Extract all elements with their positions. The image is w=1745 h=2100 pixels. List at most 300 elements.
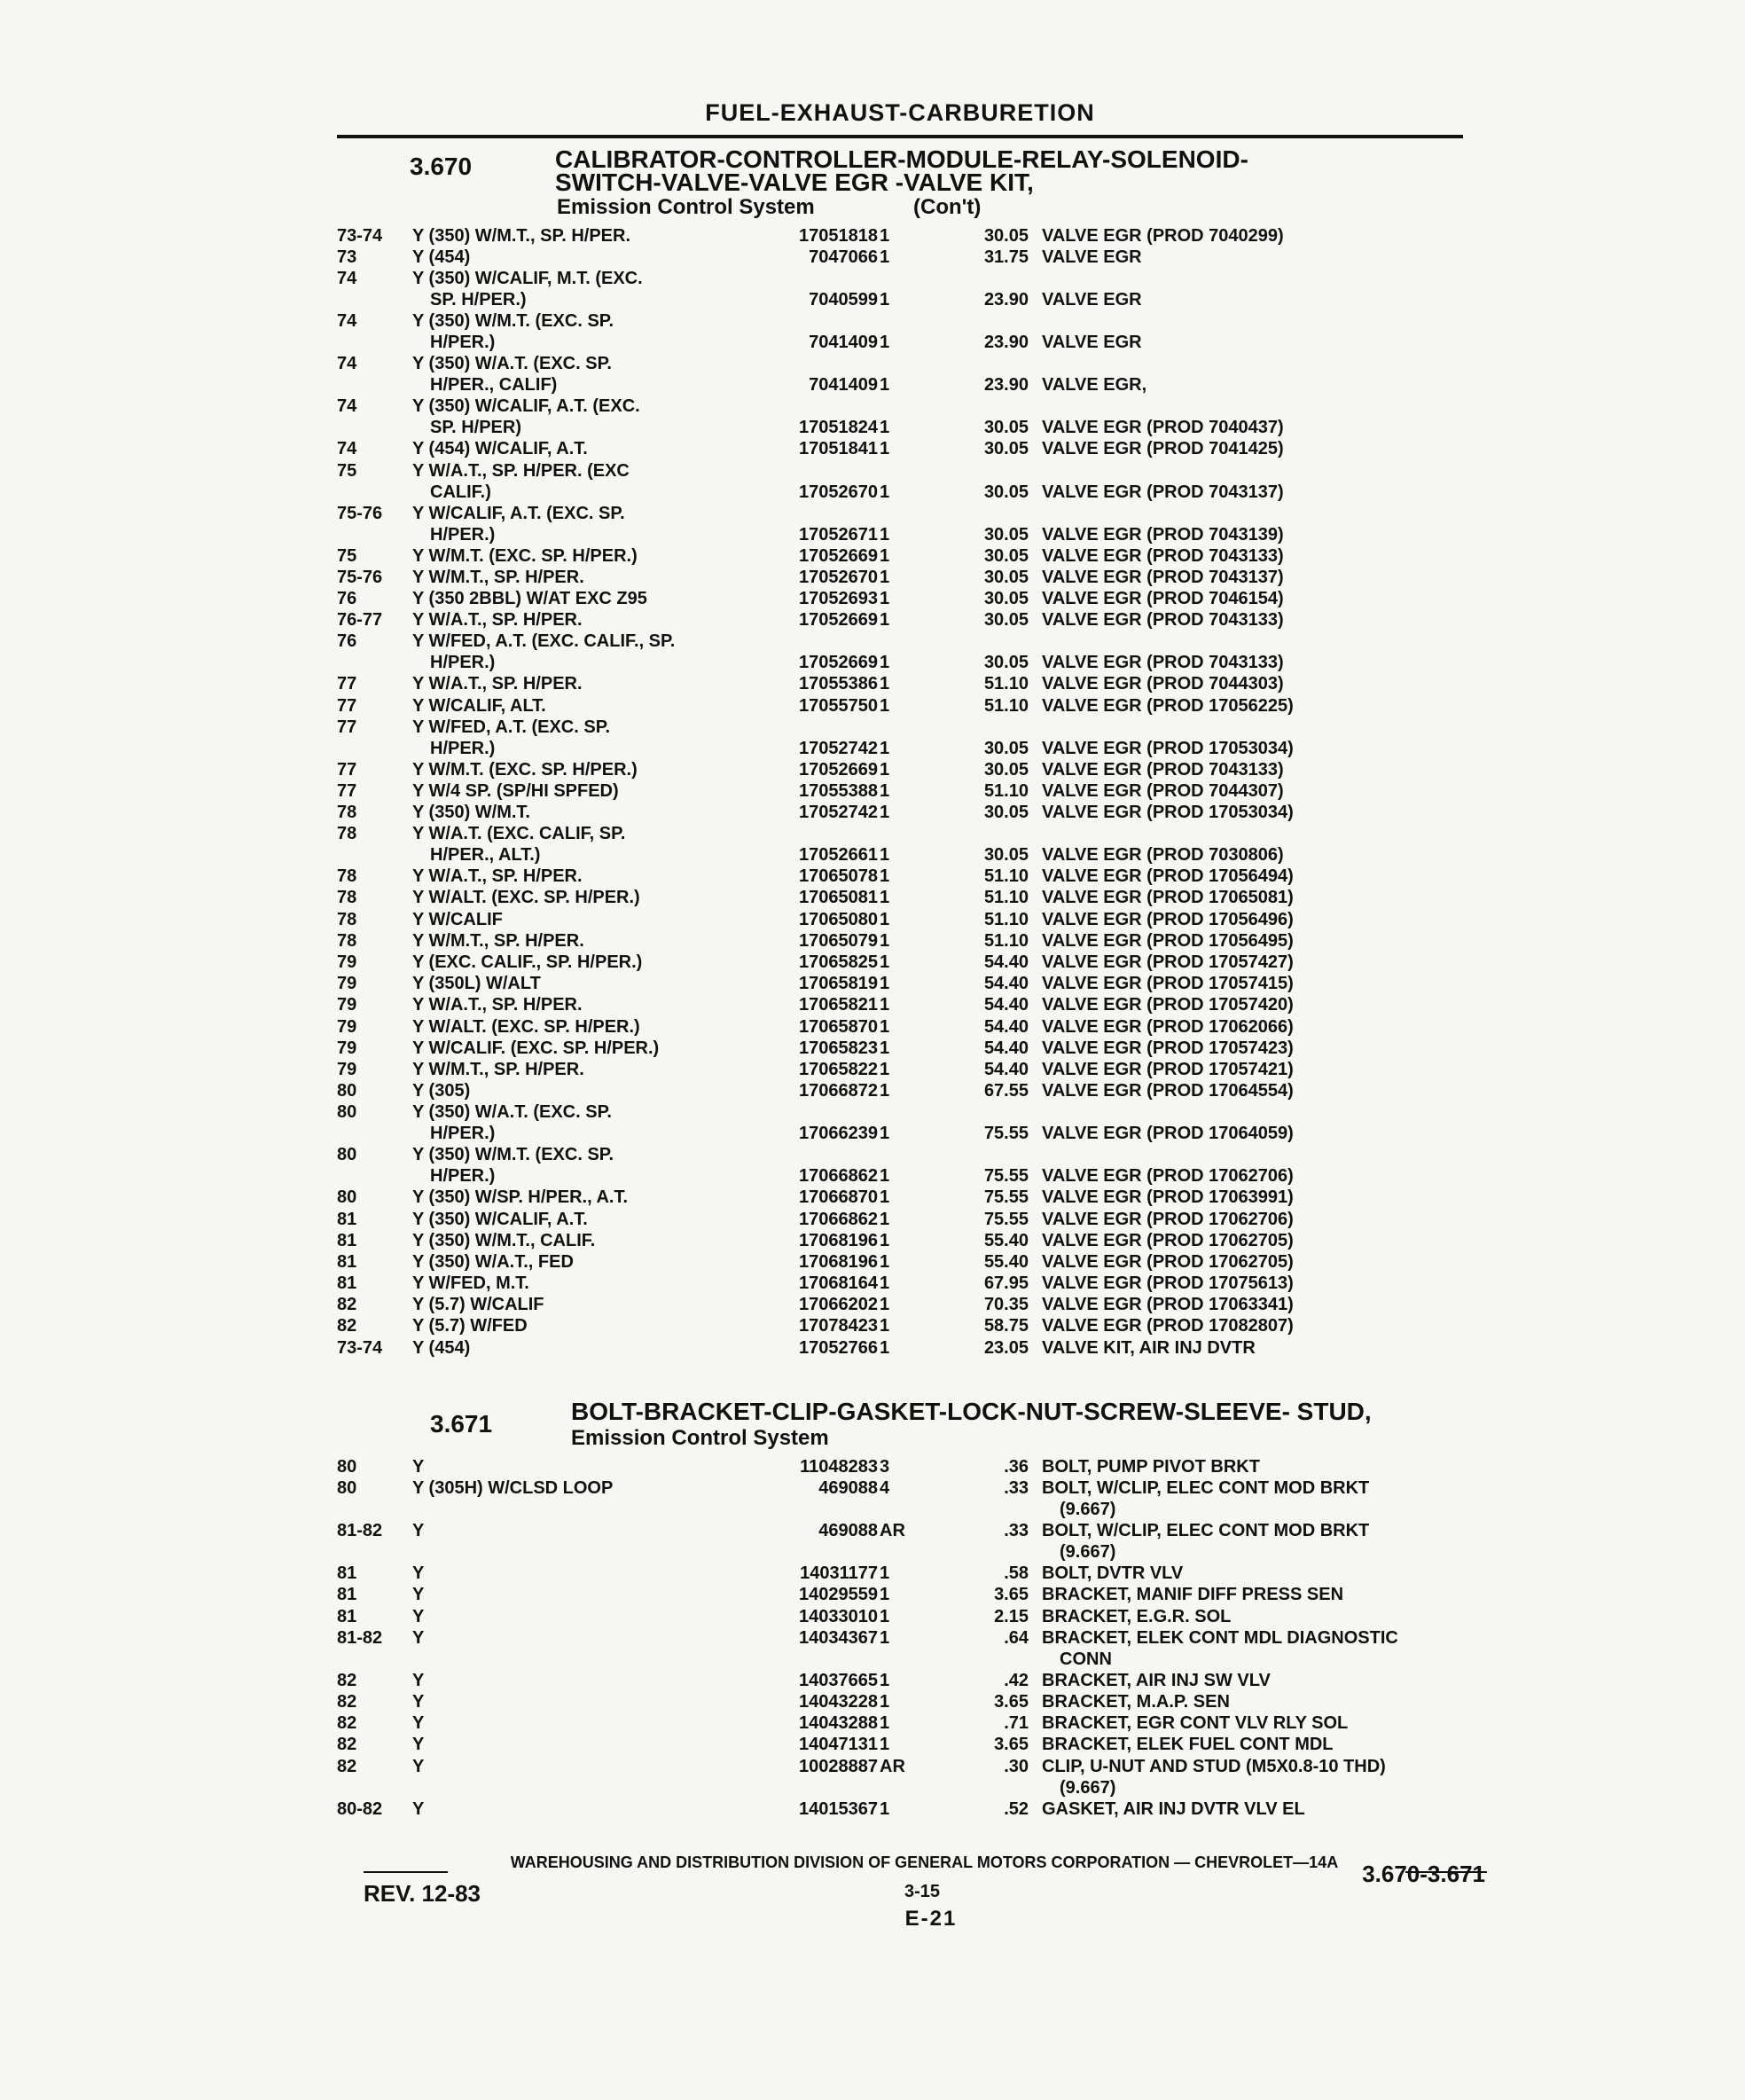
year-cell: 74 (337, 354, 357, 374)
year-cell: 80 (337, 1457, 357, 1477)
description-cell: VALVE EGR (PROD 17056225) (1042, 695, 1294, 716)
application-cell: Y W/M.T., SP. H/PER. (412, 930, 584, 951)
application-cell: Y (350L) W/ALT (412, 974, 541, 994)
table-row (337, 588, 1490, 609)
year-cell: 82 (337, 1316, 357, 1336)
part-number-cell: 17052670 (799, 482, 878, 502)
part-number-cell: 14047131 (799, 1735, 878, 1755)
description-cell: VALVE EGR (PROD 17053034) (1042, 803, 1294, 823)
price-cell: 75.55 (983, 1209, 1029, 1229)
quantity-cell: 1 (880, 290, 890, 310)
description-cell: VALVE EGR (PROD 7043137) (1042, 567, 1284, 587)
year-cell: 79 (337, 974, 357, 994)
part-number-cell: 17052661 (799, 845, 878, 866)
part-number-cell: 14031177 (800, 1563, 878, 1584)
revision-date: REV. 12-83 (364, 1880, 481, 1907)
year-cell: 77 (337, 674, 357, 694)
quantity-cell: 1 (880, 1273, 890, 1294)
application-cell-cont: H/PER.) (430, 1124, 496, 1144)
quantity-cell: 1 (880, 1563, 890, 1584)
price-cell: 23.90 (983, 333, 1029, 353)
year-cell: 81 (337, 1563, 357, 1584)
table-row (337, 1209, 1490, 1230)
quantity-cell: 1 (880, 780, 890, 801)
year-cell: 79 (337, 995, 357, 1015)
quantity-cell: 1 (880, 909, 890, 929)
part-number-cell: 17078423 (799, 1316, 878, 1336)
part-number-cell: 14029559 (799, 1585, 878, 1605)
quantity-cell: 1 (880, 1713, 890, 1734)
quantity-cell: 3 (880, 1457, 890, 1477)
application-cell: Y (412, 1713, 425, 1734)
description-cell: VALVE EGR (PROD 17062066) (1042, 1016, 1294, 1037)
price-cell: .58 (1004, 1563, 1029, 1584)
table-row (337, 802, 1490, 823)
year-cell: 76 (337, 588, 357, 608)
table-row (337, 759, 1490, 780)
application-cell: Y W/A.T., SP. H/PER. (412, 995, 583, 1015)
application-cell: Y (305H) W/CLSD LOOP (412, 1478, 614, 1499)
description-cell: VALVE EGR (1042, 247, 1142, 268)
year-cell: 78 (337, 909, 357, 929)
price-cell: 3.65 (994, 1735, 1029, 1755)
part-number-cell: 17065819 (799, 974, 878, 994)
application-cell-cont: H/PER.) (430, 653, 496, 673)
application-cell: Y (5.7) W/FED (412, 1316, 528, 1336)
application-cell: Y (454) (412, 1337, 471, 1358)
description-cell: VALVE EGR (PROD 17062706) (1042, 1209, 1294, 1229)
application-cell: Y W/ALT. (EXC. SP. H/PER.) (412, 1016, 640, 1037)
description-cell: VALVE EGR (PROD 17064059) (1042, 1124, 1294, 1144)
year-cell: 74 (337, 439, 357, 459)
price-cell: 30.05 (983, 738, 1029, 758)
price-cell: 75.55 (983, 1187, 1029, 1208)
description-cell: BRACKET, EGR CONT VLV RLY SOL (1042, 1713, 1349, 1734)
application-cell: Y (350) W/M.T. (EXC. SP. (412, 1145, 614, 1165)
year-cell: 79 (337, 1059, 357, 1079)
part-number-cell: 17051824 (799, 418, 878, 438)
part-number-cell: 14033010 (799, 1606, 878, 1626)
description-cell: VALVE EGR (PROD 17056494) (1042, 866, 1294, 887)
description-cell: VALVE EGR (PROD 17063341) (1042, 1295, 1294, 1315)
year-cell: 74 (337, 396, 357, 417)
price-cell: .33 (1004, 1521, 1029, 1541)
description-cell-cont: (9.667) (1060, 1500, 1116, 1520)
price-cell: 75.55 (983, 1166, 1029, 1187)
description-cell: VALVE EGR (PROD 7040437) (1042, 418, 1284, 438)
application-cell: Y (412, 1691, 425, 1712)
description-cell: BRACKET, E.G.R. SOL (1042, 1606, 1232, 1626)
part-number-cell: 11048283 (800, 1457, 878, 1477)
year-cell: 78 (337, 930, 357, 951)
table-row (337, 247, 1490, 268)
application-cell: Y W/FED, A.T. (EXC. SP. (412, 717, 611, 737)
description-cell: VALVE EGR (PROD 17057415) (1042, 974, 1294, 994)
part-number-cell: 17066862 (799, 1209, 878, 1229)
table-row (337, 460, 1490, 503)
quantity-cell: 1 (880, 1251, 890, 1272)
year-cell: 79 (337, 952, 357, 972)
quantity-cell: 1 (880, 738, 890, 758)
description-cell: VALVE EGR (PROD 17063991) (1042, 1187, 1294, 1208)
year-cell: 80 (337, 1145, 357, 1165)
application-cell: Y W/CALIF, ALT. (412, 695, 546, 716)
year-cell: 78 (337, 803, 357, 823)
price-cell: 30.05 (983, 226, 1029, 246)
description-cell: BOLT, PUMP PIVOT BRKT (1042, 1457, 1260, 1477)
description-cell-cont: (9.667) (1060, 1777, 1116, 1798)
table-row (337, 780, 1490, 802)
parts-table-3671 (337, 1456, 1490, 1820)
description-cell-cont: CONN (1060, 1649, 1112, 1669)
application-cell: Y (350) W/A.T. (EXC. SP. (412, 354, 612, 374)
price-cell: 23.05 (983, 1337, 1029, 1358)
section-subtitle: Emission Control System (571, 1426, 829, 1450)
price-cell: .33 (1004, 1478, 1029, 1499)
part-number-cell: 14043288 (799, 1713, 878, 1734)
year-cell: 77 (337, 759, 357, 780)
application-cell: Y (350) W/CALIF, M.T. (EXC. (412, 269, 643, 289)
table-row (337, 1734, 1490, 1755)
part-number-cell: 469088 (818, 1521, 878, 1541)
application-cell-cont: H/PER.) (430, 1166, 496, 1187)
table-row (337, 268, 1490, 310)
description-cell: BRACKET, MANIF DIFF PRESS SEN (1042, 1585, 1344, 1605)
application-cell: Y (412, 1735, 425, 1755)
application-cell: Y (350) W/M.T. (412, 803, 530, 823)
part-number-cell: 17065825 (799, 952, 878, 972)
quantity-cell: 1 (880, 1606, 890, 1626)
table-row (337, 1712, 1490, 1734)
quantity-cell: 1 (880, 524, 890, 545)
application-cell: Y W/A.T., SP. H/PER. (412, 866, 583, 887)
parts-table-3670 (337, 225, 1490, 1359)
application-cell-cont: SP. H/PER) (430, 418, 521, 438)
part-number-cell: 17052742 (799, 738, 878, 758)
application-cell: Y (454) (412, 247, 471, 268)
quantity-cell: 1 (880, 1059, 890, 1079)
year-cell: 78 (337, 824, 357, 844)
part-number-cell: 17065078 (799, 866, 878, 887)
quantity-cell: AR (880, 1756, 905, 1776)
quantity-cell: 1 (880, 1670, 890, 1690)
table-row (337, 1315, 1490, 1336)
part-number-cell: 17068196 (799, 1251, 878, 1272)
application-cell-cont: SP. H/PER.) (430, 290, 527, 310)
year-cell: 79 (337, 1016, 357, 1037)
year-cell: 82 (337, 1670, 357, 1690)
price-cell: 30.05 (983, 653, 1029, 673)
quantity-cell: 1 (880, 1691, 890, 1712)
part-number-cell: 17068196 (799, 1230, 878, 1250)
table-row (337, 909, 1490, 930)
application-cell: Y (5.7) W/CALIF (412, 1295, 544, 1315)
price-cell: 23.90 (983, 375, 1029, 396)
table-row (337, 1798, 1490, 1820)
application-cell: Y (412, 1670, 425, 1690)
part-number-cell: 17052670 (799, 567, 878, 587)
price-cell: 51.10 (983, 866, 1029, 887)
table-row (337, 1230, 1490, 1251)
price-cell: 31.75 (983, 247, 1029, 268)
description-cell: VALVE EGR (PROD 17056495) (1042, 930, 1294, 951)
part-number-cell: 17052742 (799, 803, 878, 823)
table-row (337, 503, 1490, 545)
table-row (337, 1101, 1490, 1144)
quantity-cell: 1 (880, 439, 890, 459)
section-continued: (Con't) (913, 195, 982, 219)
quantity-cell: 1 (880, 695, 890, 716)
price-cell: 67.95 (983, 1273, 1029, 1294)
section-number: 3.670 (410, 153, 473, 180)
part-number-cell: 17065821 (799, 995, 878, 1015)
price-cell: 70.35 (983, 1295, 1029, 1315)
price-cell: 54.40 (983, 952, 1029, 972)
price-cell: 30.05 (983, 482, 1029, 502)
section-range: 3.670-3.671 (1362, 1861, 1485, 1887)
year-cell: 73-74 (337, 1337, 383, 1358)
year-cell: 74 (337, 311, 357, 332)
year-cell: 73-74 (337, 226, 383, 246)
application-cell-cont: CALIF.) (430, 482, 491, 502)
description-cell: VALVE EGR (PROD 17053034) (1042, 738, 1294, 758)
table-row (337, 310, 1490, 353)
description-cell: VALVE EGR (PROD 17057427) (1042, 952, 1294, 972)
year-cell: 80-82 (337, 1798, 383, 1819)
year-cell: 81 (337, 1230, 357, 1250)
description-cell: BRACKET, AIR INJ SW VLV (1042, 1670, 1271, 1690)
quantity-cell: 1 (880, 610, 890, 631)
price-cell: 75.55 (983, 1124, 1029, 1144)
quantity-cell: 4 (880, 1478, 890, 1499)
price-cell: 51.10 (983, 674, 1029, 694)
quantity-cell: 1 (880, 1230, 890, 1250)
price-cell: 30.05 (983, 545, 1029, 566)
quantity-cell: 1 (880, 653, 890, 673)
part-number-cell: 17065080 (799, 909, 878, 929)
table-row (337, 631, 1490, 673)
part-number-cell: 17068164 (799, 1273, 878, 1294)
description-cell: VALVE EGR (PROD 7030806) (1042, 845, 1284, 866)
year-cell: 73 (337, 247, 357, 268)
table-row (337, 673, 1490, 694)
part-number-cell: 17065823 (799, 1038, 878, 1058)
year-cell: 79 (337, 1038, 357, 1058)
application-cell-cont: H/PER., CALIF) (430, 375, 558, 396)
table-row (337, 887, 1490, 908)
description-cell: CLIP, U-NUT AND STUD (M5X0.8-10 THD) (1042, 1756, 1386, 1776)
price-cell: .42 (1004, 1670, 1029, 1690)
description-cell: VALVE EGR (PROD 17062706) (1042, 1166, 1294, 1187)
quantity-cell: 1 (880, 1038, 890, 1058)
application-cell: Y (305) (412, 1081, 471, 1101)
table-row (337, 823, 1490, 866)
part-number-cell: 7040599 (809, 290, 878, 310)
table-row (337, 1187, 1490, 1208)
application-cell-cont: H/PER.) (430, 738, 496, 758)
quantity-cell: 1 (880, 1016, 890, 1037)
section-title-line1: CALIBRATOR-CONTROLLER-MODULE-RELAY-SOLENOID- (555, 145, 1248, 173)
quantity-cell: 1 (880, 1166, 890, 1187)
table-row (337, 545, 1490, 567)
quantity-cell: 1 (880, 1627, 890, 1648)
quantity-cell: 1 (880, 418, 890, 438)
price-cell: 51.10 (983, 888, 1029, 908)
application-cell: Y (412, 1798, 425, 1819)
description-cell: BOLT, W/CLIP, ELEC CONT MOD BRKT (1042, 1521, 1370, 1541)
table-row (337, 396, 1490, 438)
application-cell-cont: H/PER.) (430, 524, 496, 545)
quantity-cell: 1 (880, 1585, 890, 1605)
application-cell: Y W/FED, M.T. (412, 1273, 529, 1294)
application-cell: Y (412, 1563, 425, 1584)
description-cell: VALVE EGR (PROD 7040299) (1042, 226, 1284, 246)
table-row (337, 1273, 1490, 1294)
quantity-cell: 1 (880, 759, 890, 780)
quantity-cell: 1 (880, 1081, 890, 1101)
quantity-cell: 1 (880, 333, 890, 353)
price-cell: 3.65 (994, 1585, 1029, 1605)
application-cell: Y (350) W/M.T., CALIF. (412, 1230, 596, 1250)
part-number-cell: 14043228 (799, 1691, 878, 1712)
year-cell: 81-82 (337, 1521, 383, 1541)
year-cell: 77 (337, 780, 357, 801)
price-cell: 54.40 (983, 1016, 1029, 1037)
table-row (337, 1059, 1490, 1080)
description-cell: VALVE EGR (PROD 17075613) (1042, 1273, 1294, 1294)
application-cell: Y W/FED, A.T. (EXC. CALIF., SP. (412, 631, 676, 652)
description-cell: VALVE EGR (1042, 290, 1142, 310)
part-number-cell: 17052671 (799, 524, 878, 545)
year-cell: 78 (337, 866, 357, 887)
table-row (337, 438, 1490, 459)
application-cell: Y (412, 1756, 425, 1776)
price-cell: 55.40 (983, 1251, 1029, 1272)
description-cell: VALVE EGR (PROD 7046154) (1042, 588, 1284, 608)
year-cell: 77 (337, 695, 357, 716)
application-cell-cont: H/PER., ALT.) (430, 845, 541, 866)
quantity-cell: 1 (880, 1295, 890, 1315)
application-cell: Y (350) W/A.T. (EXC. SP. (412, 1102, 612, 1123)
application-cell: Y W/CALIF (412, 909, 503, 929)
price-cell: .30 (1004, 1756, 1029, 1776)
table-row (337, 695, 1490, 717)
part-number-cell: 17052669 (799, 759, 878, 780)
part-number-cell: 17052669 (799, 610, 878, 631)
application-cell: Y W/M.T. (EXC. SP. H/PER.) (412, 545, 638, 566)
application-cell: Y W/M.T. (EXC. SP. H/PER.) (412, 759, 638, 780)
quantity-cell: 1 (880, 247, 890, 268)
table-row (337, 1520, 1490, 1563)
price-cell: 30.05 (983, 439, 1029, 459)
price-cell: 30.05 (983, 845, 1029, 866)
table-row (337, 1016, 1490, 1038)
year-cell: 77 (337, 717, 357, 737)
price-cell: 30.05 (983, 759, 1029, 780)
description-cell-cont: (9.667) (1060, 1542, 1116, 1563)
price-cell: .71 (1004, 1713, 1029, 1734)
quantity-cell: 1 (880, 1187, 890, 1208)
price-cell: 30.05 (983, 588, 1029, 608)
part-number-cell: 17065822 (799, 1059, 878, 1079)
application-cell: Y W/4 SP. (SP/HI SPFED) (412, 780, 619, 801)
part-number-cell: 469088 (818, 1478, 878, 1499)
year-cell: 81 (337, 1209, 357, 1229)
application-cell: Y W/A.T., SP. H/PER. (412, 610, 583, 631)
description-cell: VALVE EGR (PROD 17064554) (1042, 1081, 1294, 1101)
page-code: E-21 (904, 1907, 958, 1931)
description-cell: VALVE KIT, AIR INJ DVTR (1042, 1337, 1256, 1358)
description-cell: VALVE EGR (PROD 17062705) (1042, 1230, 1294, 1250)
part-number-cell: 17066862 (799, 1166, 878, 1187)
part-number-cell: 7047066 (809, 247, 878, 268)
price-cell: 30.05 (983, 610, 1029, 631)
table-row (337, 952, 1490, 973)
application-cell: Y W/M.T., SP. H/PER. (412, 1059, 584, 1079)
quantity-cell: AR (880, 1521, 905, 1541)
application-cell: Y W/CALIF. (EXC. SP. H/PER.) (412, 1038, 660, 1058)
part-number-cell: 17055388 (799, 780, 878, 801)
price-cell: 67.55 (983, 1081, 1029, 1101)
price-cell: 51.10 (983, 695, 1029, 716)
year-cell: 81 (337, 1606, 357, 1626)
price-cell: 54.40 (983, 995, 1029, 1015)
section-number: 3.671 (430, 1410, 493, 1438)
price-cell: 54.40 (983, 974, 1029, 994)
description-cell: VALVE EGR (PROD 7043137) (1042, 482, 1284, 502)
part-number-cell: 17066870 (799, 1187, 878, 1208)
table-row (337, 1456, 1490, 1477)
year-cell: 82 (337, 1295, 357, 1315)
application-cell-cont: H/PER.) (430, 333, 496, 353)
table-row (337, 353, 1490, 396)
description-cell: VALVE EGR (PROD 7043133) (1042, 759, 1284, 780)
year-cell: 76 (337, 631, 357, 652)
application-cell: Y W/A.T., SP. H/PER. (412, 674, 583, 694)
quantity-cell: 1 (880, 995, 890, 1015)
price-cell: 55.40 (983, 1230, 1029, 1250)
table-row (337, 225, 1490, 247)
year-cell: 80 (337, 1081, 357, 1101)
table-row (337, 1080, 1490, 1101)
table-row (337, 866, 1490, 887)
description-cell: VALVE EGR (PROD 7043133) (1042, 653, 1284, 673)
part-number-cell: 14037665 (799, 1670, 878, 1690)
description-cell: VALVE EGR (PROD 7044303) (1042, 674, 1284, 694)
part-number-cell: 17055750 (799, 695, 878, 716)
price-cell: 54.40 (983, 1059, 1029, 1079)
year-cell: 81 (337, 1585, 357, 1605)
price-cell: .52 (1004, 1798, 1029, 1819)
part-number-cell: 17066239 (799, 1124, 878, 1144)
quantity-cell: 1 (880, 803, 890, 823)
quantity-cell: 1 (880, 930, 890, 951)
table-row (337, 1670, 1490, 1691)
application-cell: Y (454) W/CALIF, A.T. (412, 439, 588, 459)
table-row (337, 1337, 1490, 1359)
year-cell: 82 (337, 1756, 357, 1776)
quantity-cell: 1 (880, 567, 890, 587)
table-row (337, 1294, 1490, 1315)
part-number-cell: 7041409 (809, 333, 878, 353)
section-title-line2: SWITCH-VALVE-VALVE EGR -VALVE KIT, (555, 168, 1034, 196)
description-cell: VALVE EGR (PROD 7044307) (1042, 780, 1284, 801)
part-number-cell: 10028887 (799, 1756, 878, 1776)
description-cell: VALVE EGR (PROD 17056496) (1042, 909, 1294, 929)
year-cell: 75 (337, 545, 357, 566)
table-row (337, 1251, 1490, 1273)
application-cell: Y W/A.T. (EXC. CALIF, SP. (412, 824, 626, 844)
